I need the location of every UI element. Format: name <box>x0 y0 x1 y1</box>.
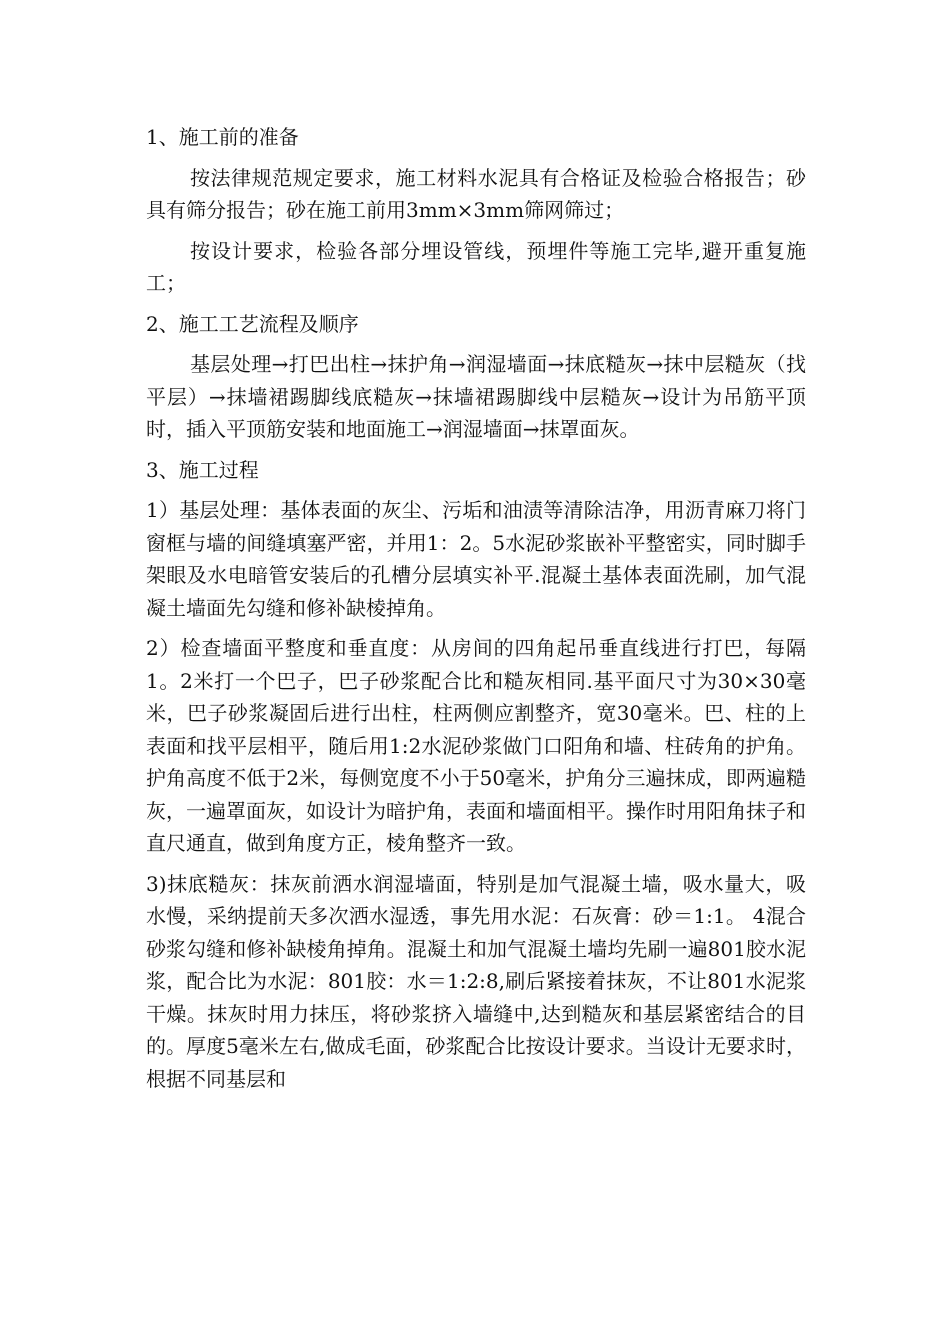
paragraph-step-2: 2）检查墙面平整度和垂直度：从房间的四角起吊垂直线进行打巴，每隔1。2米打一个巴子，巴子砂浆配合比和糙灰相同.基平面尺寸为30×30毫米，巴子砂浆凝固后进行出柱，柱两侧应割整齐，宽30毫米。巴、柱的上表面和找平层相平，随后用1:2水泥砂浆做门口阳角和墙、柱砖角的护角。护角高度不低于2米，每侧宽度不小于50毫米，护角分三遍抹成，即两遍糙灰，一遍罩面灰，如设计为暗护角，表面和墙面相平。操作时用阳角抹子和直尺通直，做到角度方正，棱角整齐一致。 <box>146 636 806 855</box>
section-heading-1: 1、施工前的准备 <box>146 125 299 149</box>
paragraph-process-flow: 基层处理→打巴出柱→抹护角→润湿墙面→抹底糙灰→抹中层糙灰（找平层）→抹墙裙踢脚线底糙灰→抹墙裙踢脚线中层糙灰→设计为吊筋平顶时，插入平顶筋安装和地面施工→润湿墙面→抹罩面灰。 <box>146 352 806 441</box>
section-heading-3: 3、施工过程 <box>146 457 259 482</box>
paragraph-step-1: 1）基层处理：基体表面的灰尘、污垢和油渍等清除洁净，用沥青麻刀将门窗框与墙的间缝填塞严密，并用1：2。5水泥砂浆嵌补平整密实，同时脚手架眼及水电暗管安装后的孔槽分层填实补平.混凝土基体表面洗刷，加气混凝土墙面先勾缝和修补缺棱掉角。 <box>146 498 806 620</box>
paragraph-pipelines: 按设计要求，检验各部分埋设管线，预埋件等施工完毕,避开重复施工； <box>146 238 806 295</box>
paragraph-step-3: 3)抹底糙灰：抹灰前洒水润湿墙面，特别是加气混凝土墙，吸水量大，吸水慢，采纳提前天多次洒水湿透，事先用水泥：石灰膏：砂＝1:1。 4混合砂浆勾缝和修补缺棱角掉角。混凝土和加气混凝土墙均先刷一遍801胶水泥浆，配合比为水泥：801胶：水＝1:2:8,刷后紧接着抹灰，不让801水泥浆干燥。抹灰时用力抹压，将砂浆挤入墙缝中,达到糙灰和基层紧密结合的目的。厚度5毫米左右,做成毛面，砂浆配合比按设计要求。当设计无要求时，根据不同基层和 <box>146 871 806 1091</box>
paragraph-materials: 按法律规范规定要求，施工材料水泥具有合格证及检验合格报告；砂具有筛分报告；砂在施工前用3mm×3mm筛网筛过； <box>146 165 806 222</box>
document-body <box>146 121 806 1103</box>
section-heading-2: 2、施工工艺流程及顺序 <box>146 311 359 336</box>
